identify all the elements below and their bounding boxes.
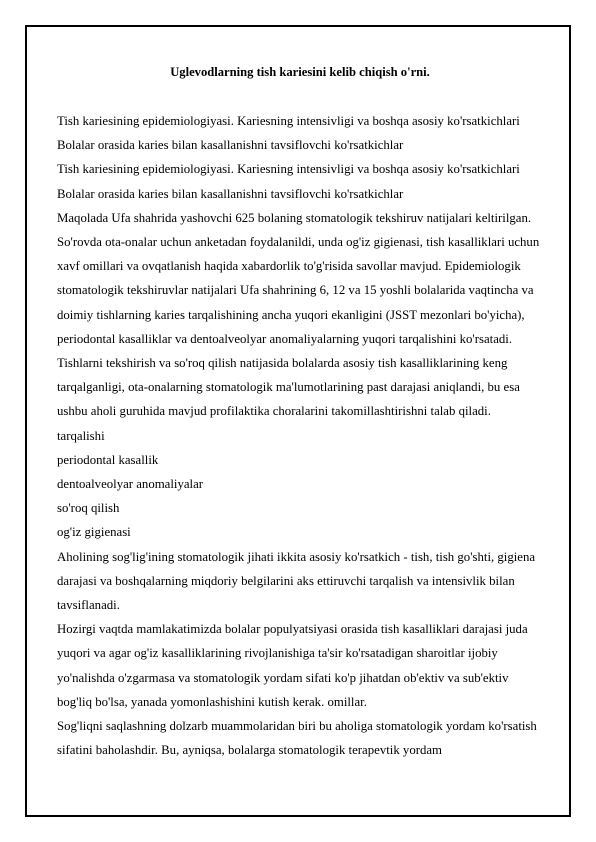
paragraph-dental-health-indicators: Aholining sog'lig'ining stomatologik jihati ikkita asosiy ko'rsatkich - tish, tish go'shti, gigiena darajasi va boshqalarning miqdoriy belgilarini aks ettiruvchi tarqalish va intensivlik bilan tavsiflanadi. bbox=[57, 549, 536, 613]
paragraph-epidemiology-1: Tish kariesining epidemiologiyasi. Kariesning intensivligi va boshqa asosiy ko'rsatkichlari Bolalar orasida karies bilan kasallanishni tavsiflovchi ko'rsatkichlar bbox=[57, 114, 520, 153]
keyword-oral-hygiene: og'iz gigienasi bbox=[57, 525, 131, 540]
keyword-periodontal-disease: periodontal kasallik bbox=[57, 452, 159, 467]
keyword-dentoalveolar-anomalies: dentoalveolyar anomaliyalar bbox=[57, 477, 204, 492]
keyword-survey: so'roq qilish bbox=[57, 501, 120, 516]
document-body bbox=[57, 109, 545, 762]
paragraph-quality-assessment: Sog'liqni saqlashning dolzarb muammolaridan biri bu aholiga stomatologik yordam ko'rsatish sifatini baholashdir. Bu, ayniqsa, bolalarga stomatologik terapevtik yordam bbox=[57, 719, 537, 758]
paragraph-current-situation: Hozirgi vaqtda mamlakatimizda bolalar populyatsiyasi orasida tish kasalliklari darajasi juda yuqori va agar og'iz kasalliklarining rivojlanishiga ta'sir ko'rsatadigan sharoitlar ijobiy yo'nalishda o'zgarmasa va stomatologik yordam sifati ko'p jihatdan ob'ektiv va sub'ektiv bog'liq bo'lsa, yanada yomonlashishini kutish kerak. omillar. bbox=[57, 622, 528, 709]
keyword-prevalence: tarqalishi bbox=[57, 428, 105, 443]
paragraph-epidemiology-2: Tish kariesining epidemiologiyasi. Kariesning intensivligi va boshqa asosiy ko'rsatkichlari Bolalar orasida karies bilan kasallanishni tavsiflovchi ko'rsatkichlar bbox=[57, 162, 520, 201]
document-title: Uglevodlarning tish kariesini kelib chiqish o'rni. bbox=[170, 65, 430, 79]
page-border bbox=[25, 25, 571, 817]
paragraph-abstract: Maqolada Ufa shahrida yashovchi 625 bolaning stomatologik tekshiruv natijalari keltirilgan. So'rovda ota-onalar uchun anketadan foydalanildi, unda og'iz gigienasi, tish kasalliklari uchun xavf omillari va ovqatlanish haqida xabardorlik to'g'risida savollar mavjud. Epidemiologik stomatologik tekshiruvlar natijalari Ufa shahrining 6, 12 va 15 yoshli bolalarida vaqtincha va doimiy tishlarning karies tarqalishining ancha yuqori ekanligini (JSST mezonlari bo'yicha), periodontal kasalliklar va dentoalveolyar anomaliyalarning yuqori tarqalishini ko'rsatadi. Tishlarni tekshirish va so'roq qilish natijasida bolalarda asosiy tish kasalliklarining keng tarqalganligi, ota-onalarning stomatologik ma'lumotlarining past darajasi aniqlandi, bu esa ushbu aholi guruhida mavjud profilaktika choralarini takomillashtirishni talab qiladi. bbox=[57, 210, 540, 419]
